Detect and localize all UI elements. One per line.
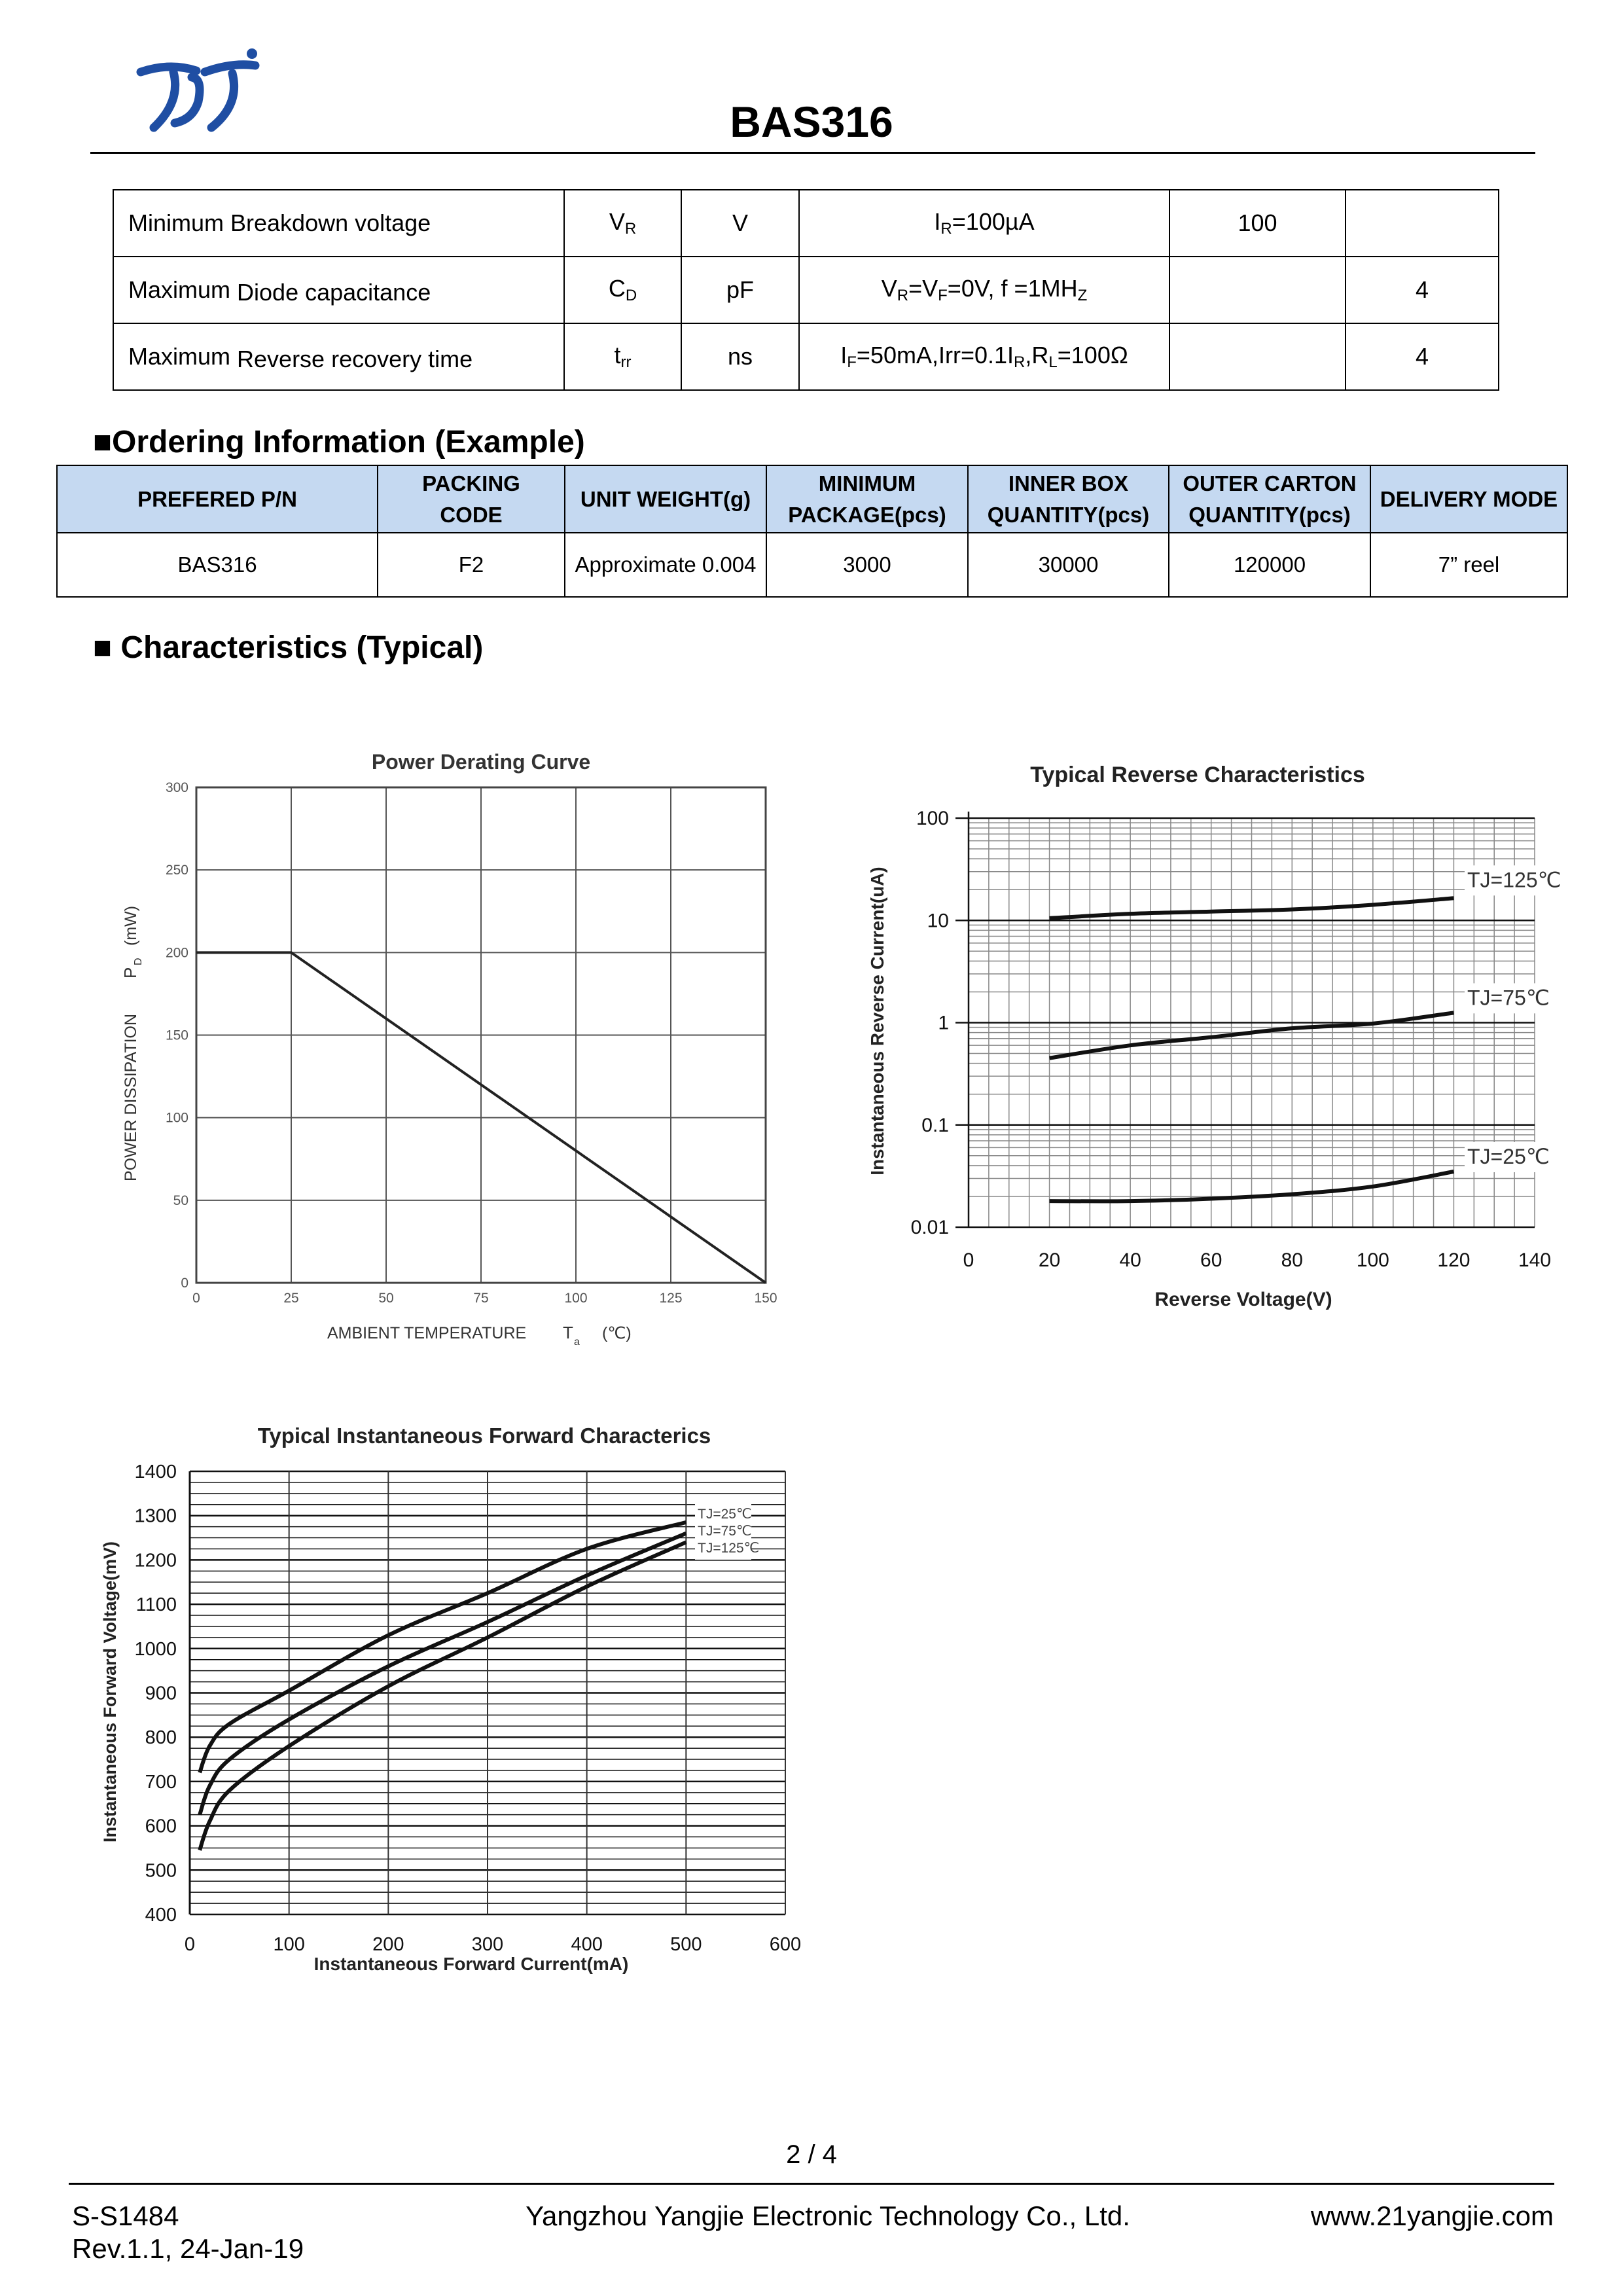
x-tick-label: 0	[192, 1291, 200, 1306]
square-bullet-icon: ■	[93, 425, 112, 459]
unit-cell: ns	[681, 323, 799, 390]
column-header: PACKING CODE	[378, 465, 565, 533]
x-tick-label: 300	[471, 1934, 504, 1955]
y-axis-symbol: P	[120, 967, 140, 978]
x-tick-label: 100	[564, 1291, 588, 1306]
header-rule	[90, 152, 1535, 154]
table-row	[113, 190, 1499, 257]
y-tick-label: 500	[145, 1860, 177, 1882]
max-cell: 4	[1346, 257, 1499, 323]
x-tick-label: 140	[1518, 1249, 1552, 1271]
x-tick-label: 50	[378, 1291, 394, 1306]
y-tick-label: 150	[165, 1028, 188, 1043]
series-label: TJ=25℃	[1467, 1144, 1550, 1168]
x-axis-unit: (℃)	[602, 1324, 632, 1342]
y-tick-label: 0.1	[921, 1114, 949, 1136]
column-header: PREFERED P/N	[57, 465, 378, 533]
power-derating-chart	[98, 740, 818, 1355]
square-bullet-icon: ■	[93, 630, 112, 665]
y-axis-symbol-sub: D	[133, 958, 144, 965]
y-tick-label: 1000	[134, 1638, 177, 1660]
x-tick-label: 25	[283, 1291, 299, 1306]
x-tick-label: 40	[1119, 1249, 1141, 1271]
y-tick-label: 1100	[135, 1594, 177, 1616]
y-tick-label: 10	[927, 910, 949, 932]
reverse-characteristics-chart	[857, 753, 1561, 1322]
table-row	[113, 323, 1499, 390]
y-tick-label: 1400	[134, 1462, 177, 1482]
condition-cell: $V_R=V_F=0V$, $f =1MH_Z$	[799, 257, 1169, 323]
y-tick-label: 100	[916, 808, 949, 829]
series-label: TJ=125℃	[1467, 868, 1561, 892]
x-axis-label: Instantaneous Forward Current(mA)	[313, 1954, 629, 1974]
table-cell: F2	[378, 533, 565, 597]
document-number: S-S1484	[72, 2200, 179, 2231]
y-tick-label: 600	[145, 1816, 177, 1837]
symbol-cell: $t_{rr}$	[564, 323, 681, 390]
column-header: INNER BOX QUANTITY(pcs)	[968, 465, 1169, 533]
column-header: OUTER CARTON QUANTITY(pcs)	[1169, 465, 1370, 533]
y-tick-label: 1300	[134, 1505, 177, 1527]
param-cell: Minimum Breakdown voltage	[113, 190, 564, 257]
min-cell	[1169, 323, 1346, 390]
x-tick-label: 400	[571, 1934, 603, 1955]
x-tick-label: 100	[273, 1934, 305, 1955]
y-tick-label: 300	[165, 780, 188, 795]
symbol-cell: $V_R$	[564, 190, 681, 257]
characteristics-section-title: ■ Characteristics (Typical)	[93, 630, 484, 665]
y-tick-label: 100	[165, 1110, 188, 1126]
page-title: BAS316	[730, 98, 893, 146]
series-label: TJ=75℃	[1467, 986, 1550, 1010]
y-tick-label: 800	[145, 1727, 177, 1749]
x-tick-label: 125	[659, 1291, 683, 1306]
legend-entry: TJ=75℃	[698, 1524, 752, 1539]
table-cell: 7” reel	[1370, 533, 1567, 597]
x-axis-symbol: T	[563, 1323, 573, 1342]
y-axis-unit: (mW)	[122, 905, 140, 946]
x-tick-label: 60	[1200, 1249, 1222, 1271]
table-cell: 3000	[766, 533, 968, 597]
y-axis-label: POWER DISSIPATION	[122, 1013, 140, 1181]
param-cell: Maximum Reverse recovery time	[113, 323, 564, 390]
x-tick-label: 600	[769, 1934, 802, 1955]
symbol-cell: $C_D$	[564, 257, 681, 323]
max-cell	[1346, 190, 1499, 257]
footer-rule	[69, 2183, 1554, 2185]
chart-title: Typical Instantaneous Forward Characterics	[257, 1424, 711, 1448]
column-header: UNIT WEIGHT(g)	[565, 465, 766, 533]
x-tick-label: 200	[372, 1934, 404, 1955]
ordering-section-title: ■Ordering Information (Example)	[93, 425, 585, 459]
y-tick-label: 700	[145, 1771, 177, 1793]
page-number: 2 / 4	[786, 2140, 837, 2169]
y-tick-label: 250	[165, 863, 188, 878]
x-tick-label: 20	[1038, 1249, 1061, 1271]
y-tick-label: 0.01	[910, 1217, 949, 1238]
min-cell: 100	[1169, 190, 1346, 257]
legend-entry: TJ=125℃	[698, 1541, 760, 1556]
table-header-row	[57, 465, 1567, 533]
x-tick-label: 0	[963, 1249, 974, 1271]
y-tick-label: 50	[173, 1193, 188, 1208]
condition-cell: $I_F=50mA,Irr=0.1I_R,R_L=100\Omega$	[799, 323, 1169, 390]
x-axis-label: Reverse Voltage(V)	[1154, 1289, 1332, 1310]
y-tick-label: 1200	[134, 1550, 177, 1571]
x-tick-label: 120	[1437, 1249, 1471, 1271]
x-axis-label: AMBIENT TEMPERATURE	[327, 1324, 527, 1342]
legend-entry: TJ=25℃	[698, 1507, 752, 1522]
website-link[interactable]: www.21yangjie.com	[1310, 2200, 1554, 2231]
x-tick-label: 150	[754, 1291, 777, 1306]
table-cell: BAS316	[57, 533, 378, 597]
x-tick-label: 100	[1356, 1249, 1389, 1271]
x-tick-label: 75	[473, 1291, 489, 1306]
param-cell: Maximum Diode capacitance	[113, 257, 564, 323]
ordering-table	[56, 465, 1568, 598]
column-header: MINIMUM PACKAGE(pcs)	[766, 465, 968, 533]
y-tick-label: 200	[165, 945, 188, 961]
document-revision: Rev.1.1, 24-Jan-19	[72, 2233, 304, 2264]
company-name: Yangzhou Yangjie Electronic Technology Co., Ltd.	[526, 2200, 1130, 2231]
unit-cell: V	[681, 190, 799, 257]
table-cell: 120000	[1169, 533, 1370, 597]
x-tick-label: 80	[1281, 1249, 1303, 1271]
y-tick-label: 1	[938, 1012, 949, 1034]
table-row	[57, 533, 1567, 597]
condition-cell: $I_R=100\mu A$	[799, 190, 1169, 257]
min-cell	[1169, 257, 1346, 323]
spec-table	[113, 189, 1499, 391]
unit-cell: pF	[681, 257, 799, 323]
chart-title: Power Derating Curve	[371, 750, 591, 774]
x-axis-symbol-sub: a	[574, 1336, 580, 1348]
y-tick-label: 0	[181, 1276, 188, 1291]
chart-title: Typical Reverse Characteristics	[1030, 762, 1365, 787]
column-header: DELIVERY MODE	[1370, 465, 1567, 533]
table-cell: Approximate 0.004	[565, 533, 766, 597]
y-tick-label: 400	[145, 1905, 177, 1926]
table-cell: 30000	[968, 533, 1169, 597]
forward-characteristics-chart	[92, 1414, 825, 1990]
y-axis-label: Instantaneous Reverse Current(uA)	[867, 867, 887, 1175]
y-axis-label: Instantaneous Forward Voltage(mV)	[100, 1541, 120, 1843]
max-cell: 4	[1346, 323, 1499, 390]
x-tick-label: 0	[184, 1934, 196, 1955]
table-row	[113, 257, 1499, 323]
x-tick-label: 500	[670, 1934, 702, 1955]
y-tick-label: 900	[145, 1683, 177, 1704]
